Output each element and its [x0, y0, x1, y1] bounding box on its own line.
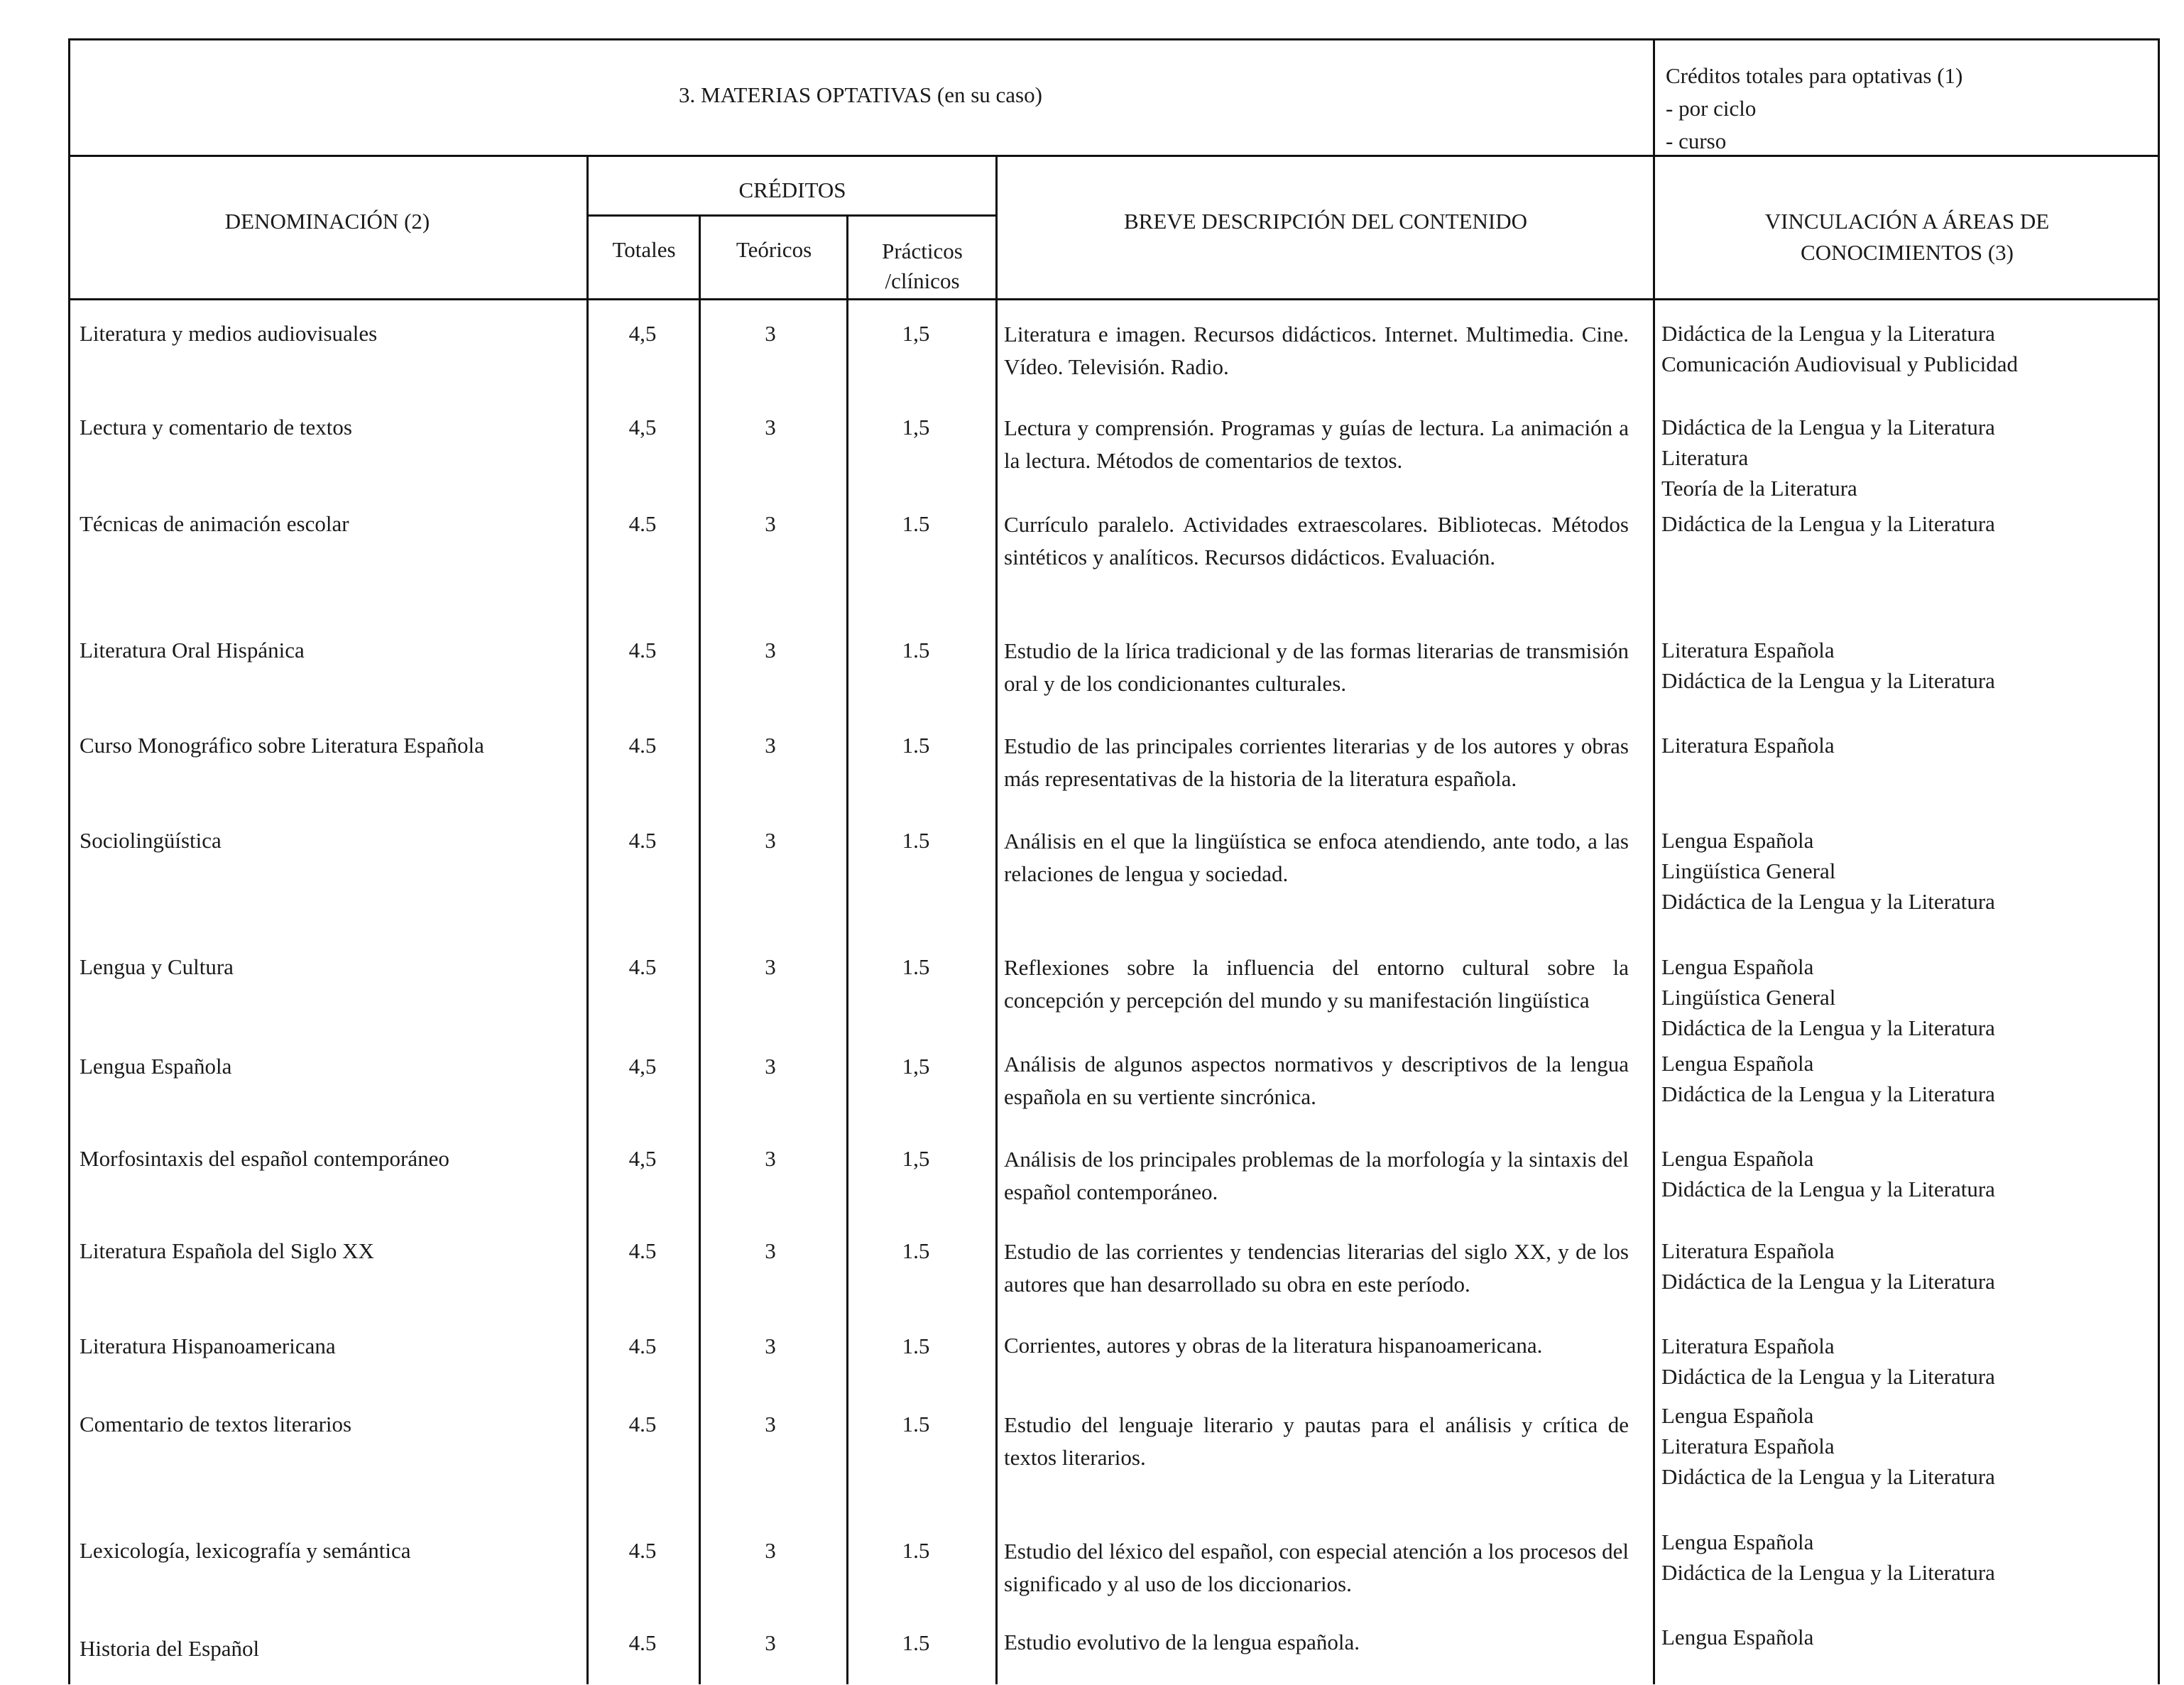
area-item: Literatura Española: [1661, 638, 1835, 662]
area-item: Didáctica de la Lengua y la Literatura: [1661, 1269, 1995, 1294]
credits-totales: 4.5: [628, 1238, 657, 1263]
credits-teoricos: 3: [765, 1538, 776, 1563]
col-header-practicos: Prácticos: [882, 239, 963, 263]
credits-practicos: 1.5: [902, 954, 930, 979]
area-item: Lingüística General: [1661, 858, 1836, 883]
subject-name: Comentario de textos literarios: [80, 1412, 352, 1436]
credits-practicos: 1.5: [902, 1412, 930, 1436]
rule-under-creditos: [588, 214, 997, 217]
rule-col-descripcion: [995, 155, 998, 1684]
area-item: Didáctica de la Lengua y la Literatura: [1661, 889, 1995, 914]
content-description: Estudio de las corrientes y tendencias literarias del siglo XX, y de los autores que han desarrollado su obra en este período.: [1004, 1239, 1629, 1297]
content-description: Reflexiones sobre la influencia del entorno cultural sobre la concepción y percepción del mundo y su manifestación lingüística: [1004, 955, 1629, 1013]
area-item: Lengua Española: [1661, 828, 1814, 853]
credits-teoricos: 3: [765, 954, 776, 979]
content-description: Análisis de los principales problemas de la morfología y la sintaxis del español contemporáneo.: [1004, 1147, 1629, 1204]
content-description: Estudio del lenguaje literario y pautas para el análisis y crítica de textos literarios.: [1004, 1412, 1629, 1470]
credits-practicos: 1.5: [902, 1630, 930, 1655]
rule-under-header: [68, 298, 2160, 300]
credits-teoricos: 3: [765, 1238, 776, 1263]
content-description: Estudio del léxico del español, con especial atención a los procesos del significado y al uso de los diccionarios.: [1004, 1539, 1629, 1596]
subject-name: Curso Monográfico sobre Literatura Española: [80, 733, 484, 758]
subject-name: Literatura y medios audiovisuales: [80, 321, 378, 346]
content-description: Estudio de las principales corrientes literarias y de los autores y obras más representativas de la historia de la literatura española.: [1004, 734, 1629, 791]
subject-name: Literatura Hispanoamericana: [80, 1334, 336, 1358]
credits-totales: 4.5: [628, 1630, 657, 1655]
content-description: Estudio de la lírica tradicional y de las formas literarias de transmisión oral y de los condicionantes culturales.: [1004, 638, 1629, 696]
credits-teoricos: 3: [765, 1334, 776, 1358]
area-item: Lengua Española: [1661, 1529, 1814, 1554]
area-item: Didáctica de la Lengua y la Literatura: [1661, 511, 1995, 536]
area-item: Comunicación Audiovisual y Publicidad: [1661, 351, 2018, 376]
credits-practicos: 1.5: [902, 638, 930, 662]
credits-totales: 4,5: [628, 321, 657, 346]
credits-totales: 4.5: [628, 638, 657, 662]
area-item: Teoría de la Literatura: [1661, 476, 1857, 501]
credits-totales: 4,5: [628, 1146, 657, 1171]
rule-col-teoricos: [699, 214, 701, 1684]
subject-name: Lexicología, lexicografía y semántica: [80, 1538, 411, 1563]
rule-col-totales: [586, 155, 589, 1684]
col-header-teoricos: Teóricos: [736, 237, 812, 262]
credits-practicos: 1,5: [902, 415, 930, 440]
credits-teoricos: 3: [765, 1054, 776, 1079]
knowledge-areas: [1661, 1048, 2158, 1109]
credits-teoricos: 3: [765, 511, 776, 536]
subject-name: Lectura y comentario de textos: [80, 415, 352, 440]
area-item: Didáctica de la Lengua y la Literatura: [1661, 1364, 1995, 1389]
credits-teoricos: 3: [765, 1412, 776, 1436]
knowledge-areas: [1661, 1236, 2158, 1297]
credits-total-line: - curso: [1666, 129, 1727, 153]
credits-totales: 4.5: [628, 511, 657, 536]
rule-col-credits-box: [1653, 38, 1655, 1684]
credits-total-line: Créditos totales para optativas (1): [1666, 63, 1963, 88]
credits-teoricos: 3: [765, 733, 776, 758]
credits-practicos: 1.5: [902, 1538, 930, 1563]
area-item: Lengua Española: [1661, 1051, 1814, 1076]
credits-totales: 4,5: [628, 1054, 657, 1079]
credits-practicos: 1.5: [902, 1334, 930, 1358]
credits-totales: 4,5: [628, 415, 657, 440]
content-description: Currículo paralelo. Actividades extraescolares. Bibliotecas. Métodos sintéticos y analíticos. Recursos didácticos. Evaluación.: [1004, 512, 1629, 569]
area-item: Didáctica de la Lengua y la Literatura: [1661, 1081, 1995, 1106]
credits-teoricos: 3: [765, 1146, 776, 1171]
col-header-vinculacion: VINCULACIÓN A ÁREAS DE: [1764, 209, 2050, 234]
area-item: Didáctica de la Lengua y la Literatura: [1661, 1015, 1995, 1040]
credits-teoricos: 3: [765, 828, 776, 853]
area-item: Didáctica de la Lengua y la Literatura: [1661, 1177, 1995, 1201]
area-item: Lengua Española: [1661, 1146, 1814, 1171]
credits-practicos: 1.5: [902, 1238, 930, 1263]
col-header-clinicos: /clínicos: [885, 268, 960, 293]
subject-name: Morfosintaxis del español contemporáneo: [80, 1146, 449, 1171]
subject-name: Sociolingüística: [80, 828, 222, 853]
content-description: Análisis de algunos aspectos normativos y descriptivos de la lengua española en su vertiente sincrónica.: [1004, 1052, 1629, 1109]
area-item: Didáctica de la Lengua y la Literatura: [1661, 321, 1995, 346]
subject-name: Lengua Española: [80, 1054, 232, 1079]
knowledge-areas: [1661, 412, 2158, 503]
col-header-descripcion: BREVE DESCRIPCIÓN DEL CONTENIDO: [1123, 209, 1528, 234]
credits-teoricos: 3: [765, 321, 776, 346]
knowledge-areas: [1661, 1400, 2158, 1492]
knowledge-areas: [1661, 508, 2158, 539]
area-item: Didáctica de la Lengua y la Literatura: [1661, 668, 1995, 693]
area-item: Lengua Española: [1661, 1625, 1814, 1649]
area-item: Literatura Española: [1661, 1334, 1835, 1358]
credits-teoricos: 3: [765, 1630, 776, 1655]
col-header-vinculacion: CONOCIMIENTOS (3): [1801, 240, 2014, 265]
subject-name: Literatura Oral Hispánica: [80, 638, 305, 662]
knowledge-areas: [1661, 951, 2158, 1043]
credits-practicos: 1.5: [902, 733, 930, 758]
col-header-denominacion: DENOMINACIÓN (2): [224, 209, 430, 234]
content-description: Análisis en el que la lingüística se enfoca atendiendo, ante todo, a las relaciones de lengua y sociedad.: [1004, 829, 1629, 886]
content-description: Estudio evolutivo de la lengua española.: [1004, 1630, 1360, 1654]
knowledge-areas: [1661, 1527, 2158, 1588]
area-item: Literatura Española: [1661, 733, 1835, 758]
credits-totales: 4.5: [628, 828, 657, 853]
credits-practicos: 1,5: [902, 1146, 930, 1171]
content-description: Corrientes, autores y obras de la literatura hispanoamericana.: [1004, 1333, 1543, 1358]
credits-total-line: - por ciclo: [1666, 96, 1757, 121]
area-item: Lingüística General: [1661, 985, 1836, 1010]
credits-totales: 4.5: [628, 733, 657, 758]
area-item: Lengua Española: [1661, 1403, 1814, 1428]
credits-practicos: 1.5: [902, 511, 930, 536]
credits-totales: 4.5: [628, 954, 657, 979]
col-header-totales: Totales: [612, 237, 676, 262]
credits-teoricos: 3: [765, 415, 776, 440]
subject-name: Lengua y Cultura: [80, 954, 234, 979]
area-item: Didáctica de la Lengua y la Literatura: [1661, 1560, 1995, 1585]
area-item: Lengua Española: [1661, 954, 1814, 979]
knowledge-areas: [1661, 1143, 2158, 1204]
knowledge-areas: [1661, 730, 2158, 760]
section-title: 3. MATERIAS OPTATIVAS (en su caso): [679, 82, 1042, 107]
credits-totales: 4.5: [628, 1334, 657, 1358]
credits-practicos: 1,5: [902, 321, 930, 346]
subject-name: Técnicas de animación escolar: [80, 511, 349, 536]
knowledge-areas: [1661, 1622, 2158, 1652]
content-description: Literatura e imagen. Recursos didácticos. Internet. Multimedia. Cine. Vídeo. Televisión. Radio.: [1004, 322, 1629, 379]
area-item: Didáctica de la Lengua y la Literatura: [1661, 1464, 1995, 1489]
credits-practicos: 1,5: [902, 1054, 930, 1079]
knowledge-areas: [1661, 1331, 2158, 1392]
area-item: Didáctica de la Lengua y la Literatura: [1661, 415, 1995, 440]
knowledge-areas: [1661, 825, 2158, 917]
knowledge-areas: [1661, 318, 2158, 379]
subject-name: Literatura Española del Siglo XX: [80, 1238, 374, 1263]
area-item: Literatura: [1661, 445, 1749, 470]
credits-total-box: [1666, 60, 1962, 158]
credits-practicos: 1.5: [902, 828, 930, 853]
content-description: Lectura y comprensión. Programas y guías de lectura. La animación a la lectura. Métodos de comentarios de textos.: [1004, 415, 1629, 473]
col-header-creditos: CRÉDITOS: [738, 178, 846, 202]
subject-name: Historia del Español: [80, 1636, 260, 1661]
credits-teoricos: 3: [765, 638, 776, 662]
credits-totales: 4.5: [628, 1412, 657, 1436]
knowledge-areas: [1661, 635, 2158, 696]
rule-col-practicos: [846, 214, 848, 1684]
credits-totales: 4.5: [628, 1538, 657, 1563]
area-item: Literatura Española: [1661, 1238, 1835, 1263]
area-item: Literatura Española: [1661, 1434, 1835, 1458]
